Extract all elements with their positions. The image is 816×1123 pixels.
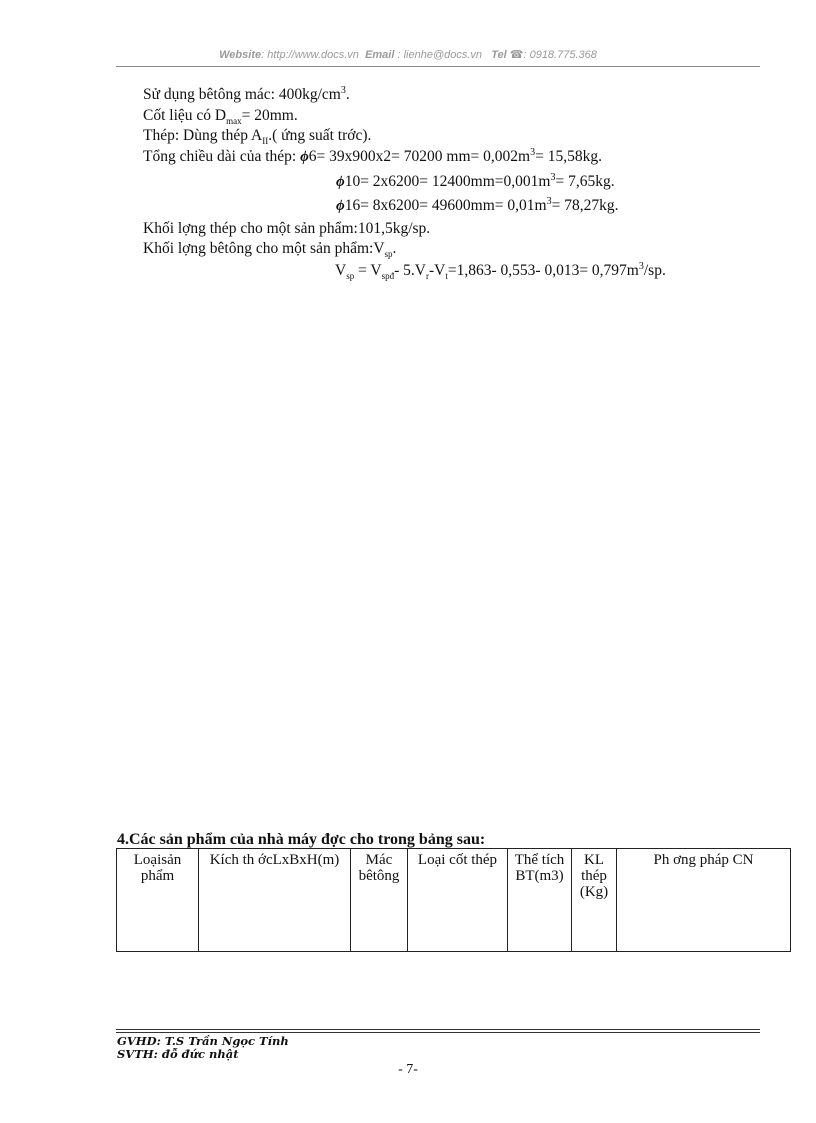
steel-type-line: Thép: Dùng thép $A_{II}$.( ứng suất trớc). [143, 127, 372, 147]
page-number: - 7- [398, 1062, 418, 1077]
tel-value: : 0918.775.368 [523, 49, 597, 61]
header-concrete-grade: Mác bêtông [351, 849, 408, 952]
email-label: Email [365, 49, 395, 61]
steel-phi16-line: $\phi 16= 8x6200= 49600mm= 0,01m^3= 78,27kg$. [336, 195, 619, 214]
total-steel-length-line: Tổng chiều dài của thép: ϕ6= 39x900x2= 70200 $mm= 0,002m^3= 15,58kg$. [143, 146, 602, 165]
concrete-volume-formula: $V_{sp} = V_{spđ}-$ $5.V_r-V_t=1,863-$ 0,553- $0,013= 0,797m^3/sp$. [335, 260, 666, 282]
steel-mass-line: Khối lợng thép cho một sản phẩm:101,5kg/sp. [143, 220, 431, 237]
supervisor-line: GVHD: T.S Trần Ngọc Tính [117, 1034, 289, 1048]
header-technology-method: Ph ơng pháp CN [617, 849, 791, 952]
concrete-volume-label-line: Khối lợng bêtông cho một sản $phẩm:V_{sp}$. [143, 240, 397, 260]
email-value: : lienhe@docs.vn [397, 49, 483, 61]
student-line: SVTH: đỗ đức nhật [117, 1047, 239, 1061]
phi-symbol: ϕ [336, 174, 345, 190]
footer-rule [116, 1032, 760, 1033]
phi-symbol: ϕ [300, 149, 309, 165]
concrete-grade-line: Sử dụng bêtông mác: $400kg/cm^3$. [143, 84, 350, 103]
header-product-type: Loạisản phẩm [117, 849, 199, 952]
footer-rule [116, 1029, 760, 1030]
section-title: 4.Các sản phẩm của nhà máy đợc cho trong bảng sau: [117, 831, 486, 848]
phi-symbol: ϕ [336, 198, 345, 214]
header-dimensions: Kích th ớcLxBxH(m) [199, 849, 351, 952]
header-steel-mass: KL thép (Kg) [572, 849, 617, 952]
table-header-row [117, 849, 791, 952]
header-rebar-type: Loại cốt thép [408, 849, 508, 952]
aggregate-line: Cốt liệu có $D_{max}= 20mm$. [143, 107, 298, 127]
tel-label: Tel [491, 49, 507, 61]
header-concrete-volume: Thể tích BT(m3) [508, 849, 572, 952]
page-header [0, 48, 816, 61]
products-table [116, 848, 791, 952]
phone-icon: ☎ [509, 49, 524, 61]
website-value: : http://www.docs.vn [261, 49, 359, 61]
website-label: Website [219, 49, 262, 61]
steel-phi10-line: $\phi 10= 2x6200= 12400mm=0,001m^3= 7,65kg$. [336, 171, 615, 190]
header-rule [116, 66, 760, 67]
